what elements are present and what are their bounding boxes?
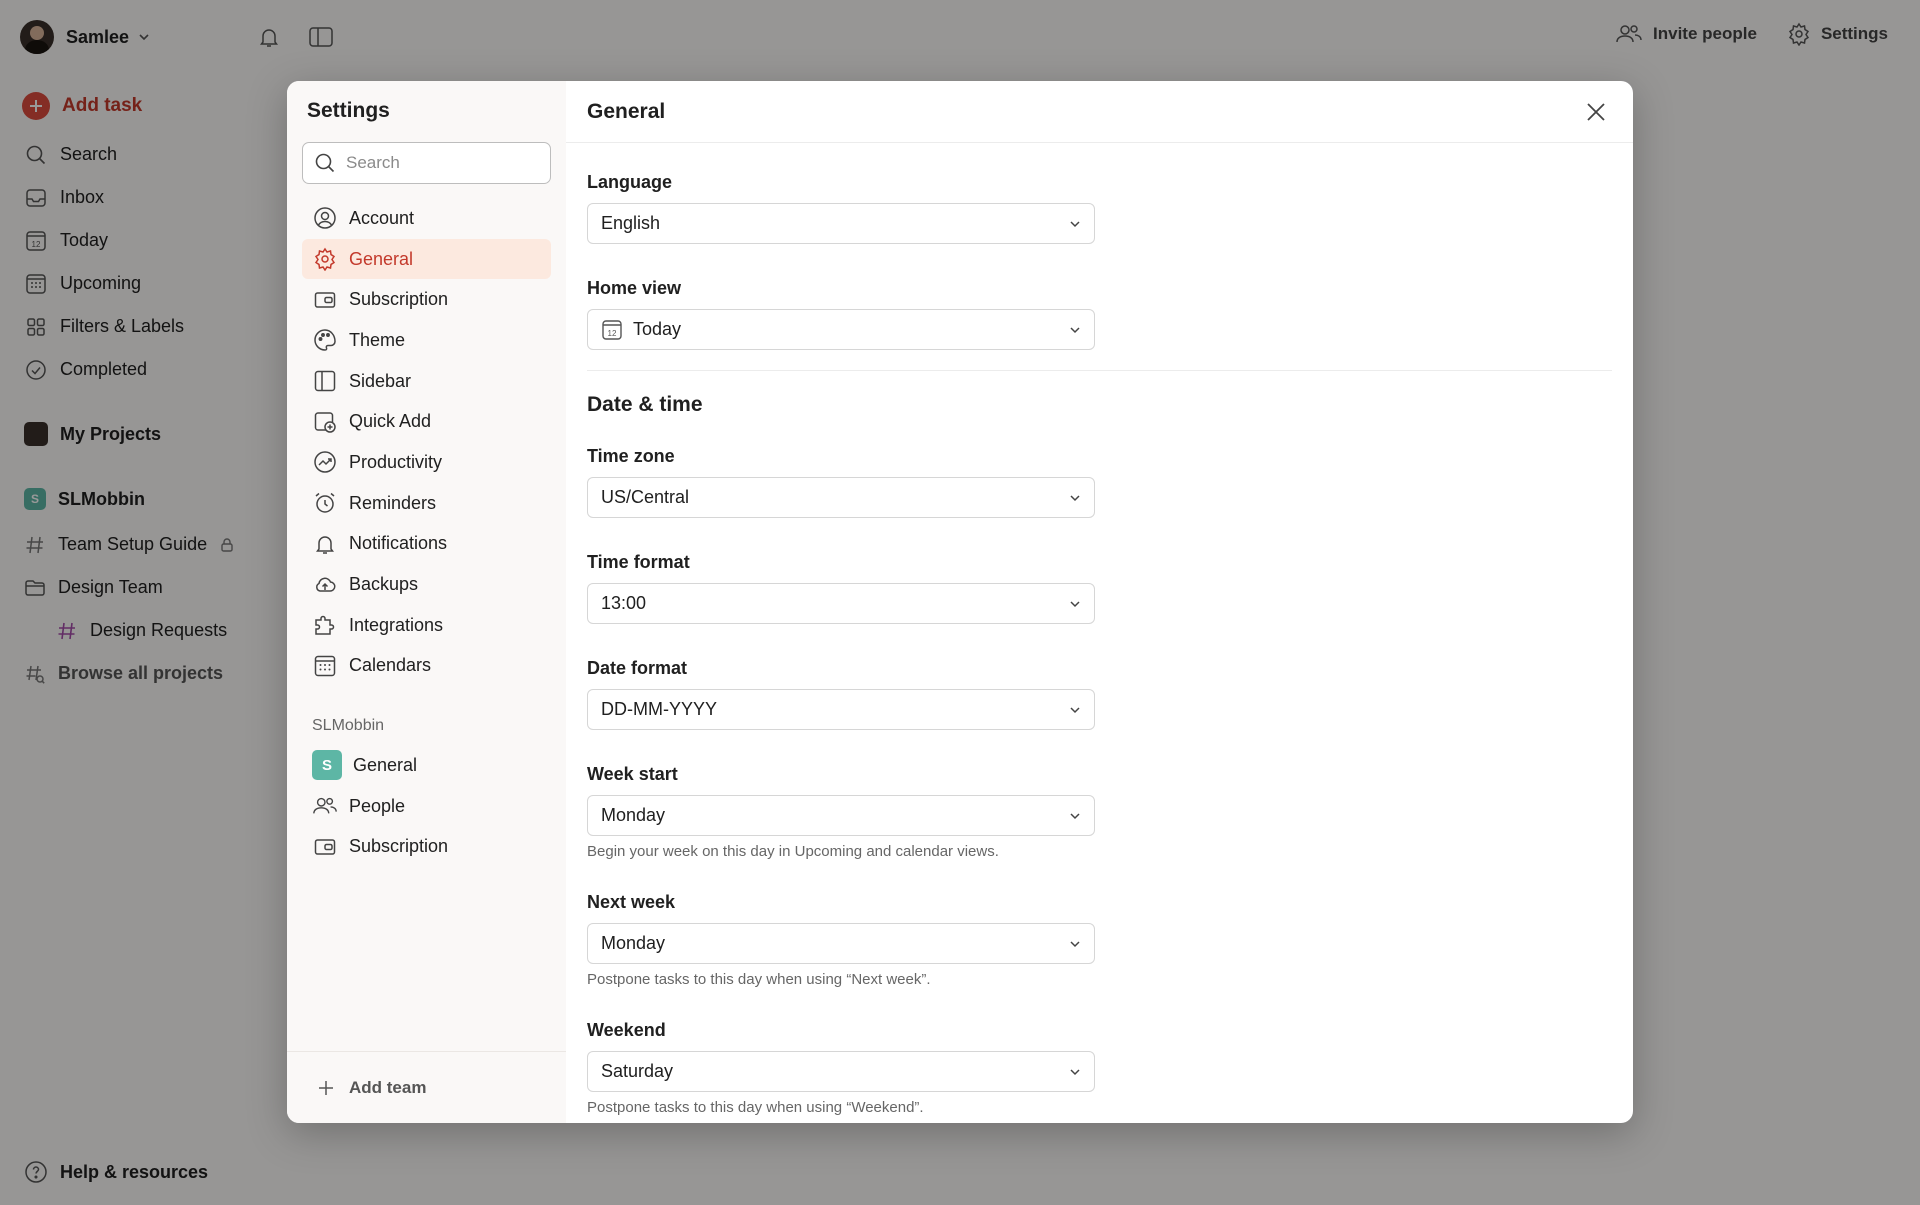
week-start-hint: Begin your week on this day in Upcoming and calendar views. <box>587 843 999 860</box>
next-week-hint: Postpone tasks to this day when using “Next week”. <box>587 971 931 988</box>
chevron-down-icon <box>1068 703 1082 717</box>
settings-nav-calendars[interactable] <box>302 646 551 687</box>
chevron-down-icon <box>1068 323 1082 337</box>
settings-nav-label: Account <box>349 207 415 228</box>
settings-nav-theme[interactable] <box>302 320 551 361</box>
settings-nav-label: Backups <box>349 574 419 595</box>
weekend-select[interactable] <box>587 1051 1095 1092</box>
wallet-icon <box>312 834 338 860</box>
settings-nav-label: Reminders <box>349 492 437 513</box>
chevron-down-icon <box>1068 597 1082 611</box>
workspace-title: SLMobbin <box>312 717 385 734</box>
settings-nav-subscription[interactable] <box>302 279 551 320</box>
project-label: Browse all projects <box>58 663 224 683</box>
nav-label: Inbox <box>60 187 105 207</box>
invite-people-label: Invite people <box>1653 24 1757 43</box>
bell-icon <box>312 531 338 557</box>
puzzle-icon <box>312 612 338 638</box>
weekend-value: Saturday <box>601 1061 674 1081</box>
settings-nav-label: Subscription <box>349 836 449 857</box>
settings-nav-reminders[interactable] <box>302 483 551 524</box>
settings-search[interactable] <box>302 142 551 184</box>
gear-icon <box>312 246 338 272</box>
nav-label: Completed <box>60 359 148 379</box>
project-label: Design Requests <box>90 620 228 640</box>
cloud-icon <box>312 572 338 598</box>
nav-label: Today <box>60 230 109 250</box>
workspace-nav-general[interactable] <box>302 745 551 786</box>
time-format-select[interactable] <box>587 583 1095 624</box>
timezone-value: US/Central <box>601 487 690 507</box>
timezone-label: Time zone <box>587 446 675 466</box>
language-value: English <box>601 213 661 233</box>
add-task-label: Add task <box>62 95 143 116</box>
settings-nav-label: General <box>353 754 418 775</box>
nav-label: Filters & Labels <box>60 316 185 336</box>
user-name: Samlee <box>66 26 130 47</box>
settings-nav-notifications[interactable] <box>302 524 551 565</box>
content-header <box>566 81 1633 143</box>
workspace-nav-subscription[interactable] <box>302 826 551 867</box>
workspace-badge: S <box>312 750 342 780</box>
date-format-select[interactable] <box>587 689 1095 730</box>
settings-nav-label: Integrations <box>349 614 444 635</box>
chevron-down-icon <box>1068 1065 1082 1079</box>
next-week-value: Monday <box>601 933 666 953</box>
settings-nav-label: Subscription <box>349 289 449 310</box>
settings-nav-label: Sidebar <box>349 370 412 391</box>
chevron-down-icon <box>1068 937 1082 951</box>
settings-modal <box>287 81 1633 1123</box>
weekend-label: Weekend <box>587 1020 666 1040</box>
svg-text:12: 12 <box>607 328 617 338</box>
settings-nav-label: General <box>349 248 414 269</box>
settings-nav-label: Notifications <box>349 533 448 554</box>
nav-label: Upcoming <box>60 273 142 293</box>
help-label: Help & resources <box>60 1161 209 1182</box>
home-view-value: Today <box>633 319 682 339</box>
settings-nav-label: Theme <box>349 329 406 350</box>
team-name: SLMobbin <box>58 488 145 509</box>
timezone-select[interactable] <box>587 477 1095 518</box>
settings-nav-label: Productivity <box>349 451 443 472</box>
settings-nav-label: Calendars <box>349 655 432 676</box>
settings-nav-integrations[interactable] <box>302 605 551 646</box>
home-view-select[interactable] <box>587 309 1095 350</box>
time-format-label: Time format <box>587 552 690 572</box>
sidebar-icon <box>312 368 338 394</box>
workspace-nav-list <box>302 745 551 867</box>
my-projects-label: My Projects <box>60 423 162 444</box>
settings-title: Settings <box>307 99 390 122</box>
wallet-icon <box>312 287 338 313</box>
time-format-value: 13:00 <box>601 593 647 613</box>
productivity-icon <box>312 449 338 475</box>
content-title: General <box>587 99 666 123</box>
project-label: Design Team <box>58 577 163 597</box>
week-start-select[interactable] <box>587 795 1095 836</box>
settings-nav-label: Quick Add <box>349 411 432 432</box>
language-select[interactable] <box>587 203 1095 244</box>
settings-nav-label: People <box>349 795 406 816</box>
next-week-select[interactable] <box>587 923 1095 964</box>
settings-search-input[interactable] <box>346 153 526 173</box>
home-view-label: Home view <box>587 278 682 298</box>
people-icon <box>312 793 338 819</box>
chevron-down-icon <box>1068 491 1082 505</box>
close-button[interactable] <box>1583 99 1609 125</box>
settings-nav-sidebar[interactable] <box>302 361 551 402</box>
weekend-hint: Postpone tasks to this day when using “Weekend”. <box>587 1099 924 1116</box>
week-start-value: Monday <box>601 805 666 825</box>
svg-text:12: 12 <box>31 239 41 249</box>
search-icon <box>314 152 336 174</box>
add-team-label: Add team <box>349 1077 427 1097</box>
settings-label: Settings <box>1820 24 1888 43</box>
date-format-value: DD-MM-YYYY <box>601 699 717 719</box>
language-label: Language <box>587 172 673 192</box>
date-time-heading: Date & time <box>587 393 703 416</box>
alarm-icon <box>312 490 338 516</box>
settings-nav <box>287 81 566 1123</box>
team-badge: S <box>24 488 46 510</box>
plus-icon <box>317 1079 335 1097</box>
chevron-down-icon <box>1068 809 1082 823</box>
quick-add-icon <box>312 409 338 435</box>
chevron-down-icon <box>1068 217 1082 231</box>
settings-nav-general[interactable] <box>302 239 551 280</box>
account-icon <box>312 205 338 231</box>
settings-nav-quick-add[interactable] <box>302 401 551 442</box>
calendar-today-icon <box>601 319 623 341</box>
settings-nav-productivity[interactable] <box>302 442 551 483</box>
palette-icon <box>312 327 338 353</box>
next-week-label: Next week <box>587 892 676 912</box>
close-icon <box>1585 101 1607 123</box>
settings-nav-backups[interactable] <box>302 564 551 605</box>
date-format-label: Date format <box>587 658 688 678</box>
nav-label: Search <box>60 144 118 164</box>
settings-nav-list <box>302 198 551 686</box>
workspace-nav-people[interactable] <box>302 786 551 827</box>
calendar-icon <box>312 653 338 679</box>
settings-content <box>566 81 1633 1123</box>
week-start-label: Week start <box>587 764 678 784</box>
project-label: Team Setup Guide <box>58 534 208 554</box>
add-team-button[interactable] <box>287 1051 566 1123</box>
content-body <box>587 143 1612 1116</box>
settings-nav-account[interactable] <box>302 198 551 239</box>
